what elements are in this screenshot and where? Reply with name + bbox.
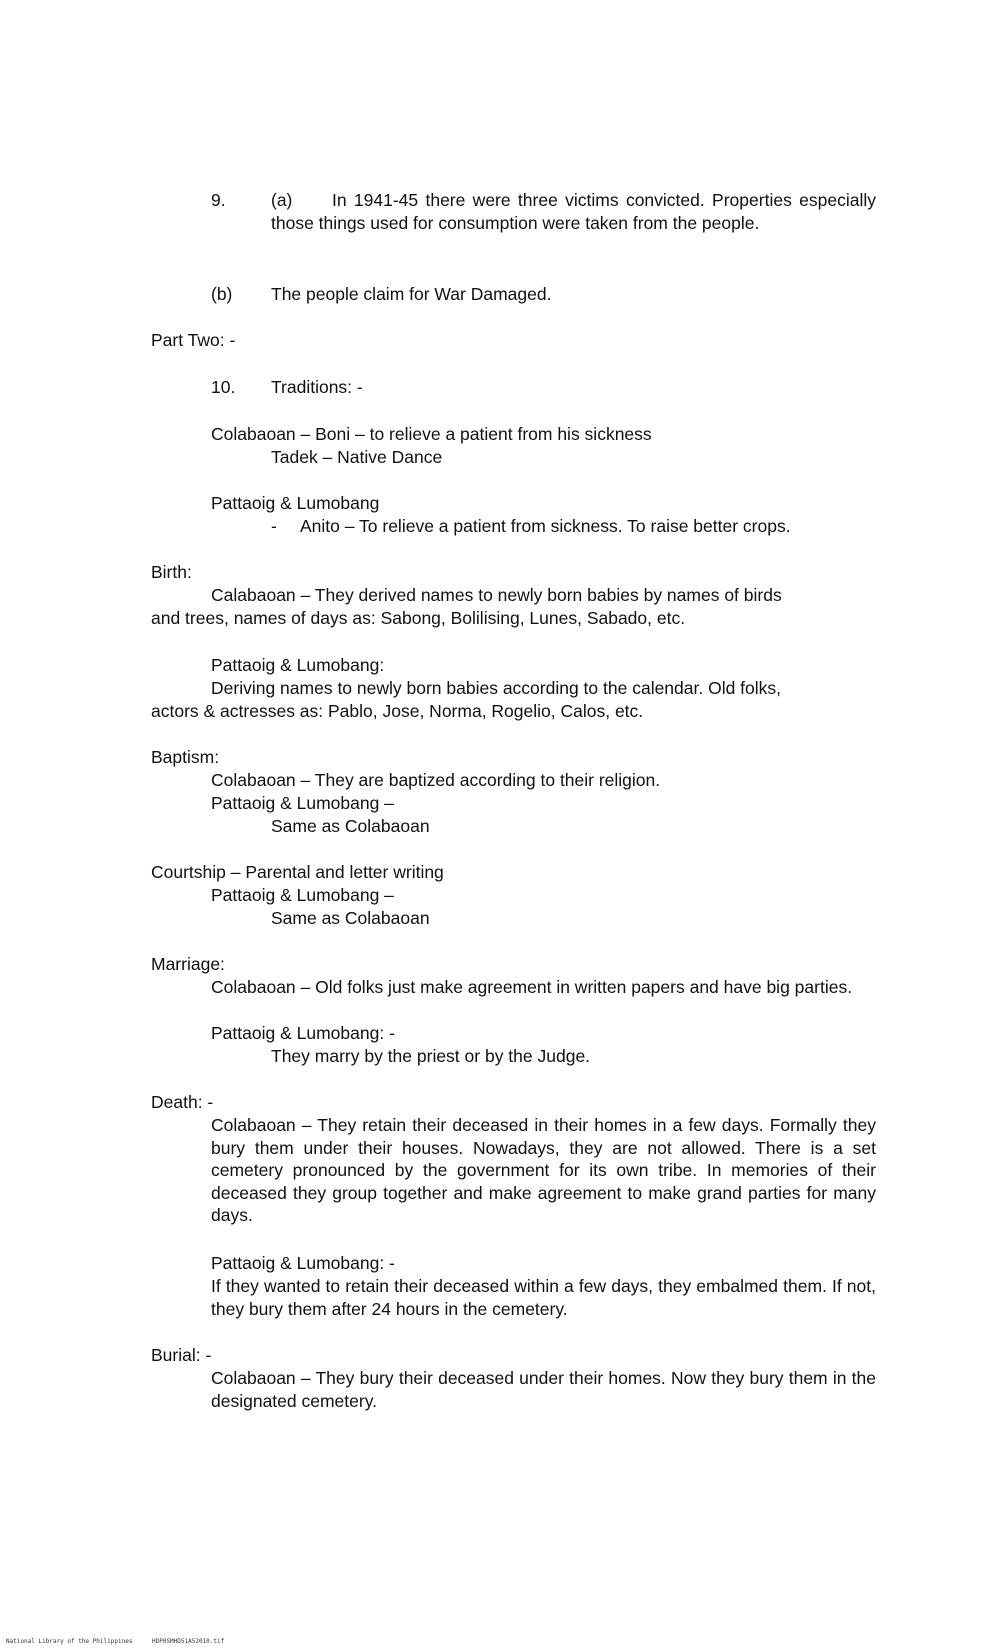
birth-heading: Birth: — [151, 562, 192, 582]
item-9b-label: (b) — [211, 284, 233, 304]
footer-filename: HDP0SMHD51A52010.tif — [152, 1638, 225, 1645]
birth-colabaoan-line1: Calabaoan – They derived names to newly born babies by names of birds — [211, 585, 782, 605]
birth-pattaoig-line2: actors & actresses as: Pablo, Jose, Norma, Rogelio, Calos, etc. — [151, 701, 644, 721]
courtship-heading: Courtship – Parental and letter writing — [151, 862, 444, 882]
death-colabaoan: Colabaoan – They retain their deceased in their homes in a few days. Formally they bury them under their houses. Nowadays, they are not allowed. There is a set cemetery pronounced by the government for its own tribe. In memories of their deceased they group together and make agreement to make grand parties for many days. — [211, 1115, 876, 1225]
tradition-anito-text: Anito – To relieve a patient from sickness. To raise better crops. — [300, 516, 791, 536]
courtship-pattaoig-text: Same as Colabaoan — [271, 908, 430, 928]
baptism-pattaoig-header: Pattaoig & Lumobang – — [211, 793, 394, 813]
part-two-heading: Part Two: - — [151, 330, 236, 350]
courtship-pattaoig-header: Pattaoig & Lumobang – — [211, 885, 394, 905]
birth-pattaoig-line1: Deriving names to newly born babies according to the calendar. Old folks, — [211, 678, 782, 698]
birth-colabaoan-line2: and trees, names of days as: Sabong, Bolilising, Lunes, Sabado, etc. — [151, 608, 686, 628]
tradition-colabaoan: Colabaoan – Boni – to relieve a patient from his sickness — [211, 424, 652, 444]
baptism-heading: Baptism: — [151, 747, 220, 767]
item-9a-text: In 1941-45 there were three victims convicted. Properties especially those things used for consumption were taken from the people. — [271, 190, 876, 233]
burial-colabaoan: Colabaoan – They bury their deceased under their homes. Now they bury them in the designated cemetery. — [211, 1368, 876, 1411]
item-9-number: 9. — [211, 190, 226, 210]
marriage-pattaoig-text: They marry by the priest or by the Judge. — [271, 1046, 591, 1066]
death-heading: Death: - — [151, 1092, 214, 1112]
item-9b-text: The people claim for War Damaged. — [271, 284, 552, 304]
burial-heading: Burial: - — [151, 1345, 212, 1365]
tradition-pattaoig-header: Pattaoig & Lumobang — [211, 493, 380, 513]
marriage-colabaoan: Colabaoan – Old folks just make agreement in written papers and have big parties. — [211, 977, 853, 997]
baptism-colabaoan: Colabaoan – They are baptized according to their religion. — [211, 770, 661, 790]
item-10-title: Traditions: - — [271, 377, 363, 397]
footer-library: National Library of the Philippines — [6, 1638, 133, 1645]
marriage-pattaoig-header: Pattaoig & Lumobang: - — [211, 1023, 395, 1043]
item-10-number: 10. — [211, 377, 236, 397]
marriage-heading: Marriage: — [151, 954, 225, 974]
death-pattaoig-text: If they wanted to retain their deceased within a few days, they embalmed them. If not, they bury them after 24 hours in the cemetery. — [211, 1276, 876, 1319]
tradition-tadek: Tadek – Native Dance — [271, 447, 443, 467]
birth-pattaoig-header: Pattaoig & Lumobang: — [211, 655, 385, 675]
death-pattaoig-header: Pattaoig & Lumobang: - — [211, 1253, 395, 1273]
item-9a-label: (a) — [271, 190, 293, 210]
tradition-anito-dash: - — [271, 516, 277, 536]
baptism-pattaoig-text: Same as Colabaoan — [271, 816, 430, 836]
